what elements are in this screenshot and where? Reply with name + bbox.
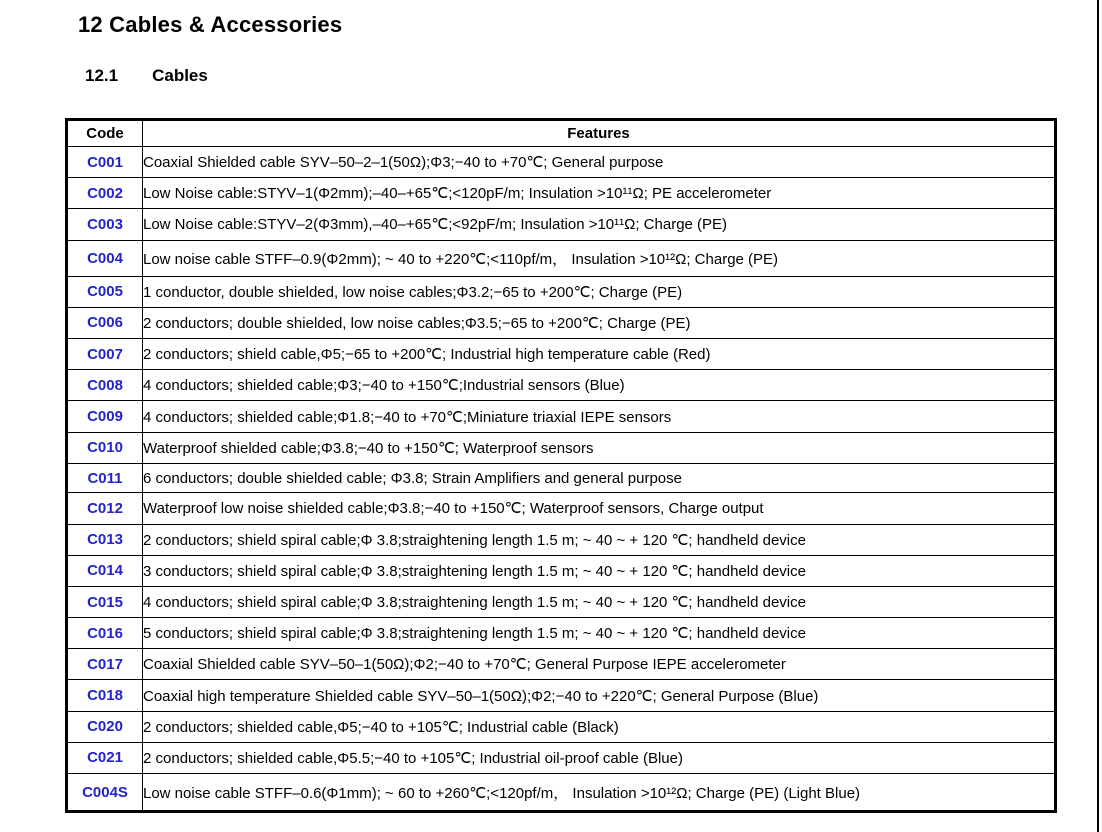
cable-features: Low noise cable STFF–0.6(Φ1mm); ~ 60 to +260℃;<120pf/m， Insulation >10¹²Ω; Charge (PE) (Light Blue) [143,774,1056,812]
table-row [67,555,1056,586]
cable-code: C020 [67,711,143,742]
table-row [67,711,1056,742]
table-row [67,307,1056,338]
cable-features: 2 conductors; shielded cable,Φ5;−40 to +105℃; Industrial cable (Black) [143,711,1056,742]
cable-code: C011 [67,463,143,493]
page-border-right [1097,0,1099,832]
cables-table [65,118,1057,813]
cable-code: C006 [67,307,143,338]
cable-features: Coaxial high temperature Shielded cable SYV–50–1(50Ω);Φ2;−40 to +220℃; General Purpose (Blue) [143,680,1056,711]
cable-code: C004S [67,774,143,812]
column-header-code: Code [67,120,143,147]
cable-features: Coaxial Shielded cable SYV–50–1(50Ω);Φ2;−40 to +70℃; General Purpose IEPE accelerometer [143,649,1056,680]
cable-features: 4 conductors; shield spiral cable;Φ 3.8;straightening length 1.5 m; ~ 40 ~ + 120 ℃; handheld device [143,586,1056,617]
cable-features: 2 conductors; shield cable,Φ5;−65 to +200℃; Industrial high temperature cable (Red) [143,339,1056,370]
cable-code: C007 [67,339,143,370]
table-row [67,178,1056,209]
table-row [67,742,1056,773]
table-row [67,147,1056,178]
section-number: 12.1 [85,66,119,85]
cable-code: C008 [67,370,143,401]
cable-code: C015 [67,586,143,617]
cable-code: C004 [67,240,143,276]
cable-code: C002 [67,178,143,209]
cable-code: C012 [67,493,143,524]
table-row [67,339,1056,370]
cable-features: Low Noise cable:STYV–2(Φ3mm),–40–+65℃;<92pF/m; Insulation >10¹¹Ω; Charge (PE) [143,209,1056,240]
table-row [67,649,1056,680]
cable-features: Low Noise cable:STYV–1(Φ2mm);–40–+65℃;<120pF/m; Insulation >10¹¹Ω; PE accelerometer [143,178,1056,209]
cable-features: 5 conductors; shield spiral cable;Φ 3.8;straightening length 1.5 m; ~ 40 ~ + 120 ℃; handheld device [143,618,1056,649]
cable-code: C013 [67,524,143,555]
cable-code: C018 [67,680,143,711]
cable-code: C009 [67,401,143,432]
table-row [67,432,1056,463]
section-title: Cables [152,66,208,85]
table-row [67,524,1056,555]
cable-features: Low noise cable STFF–0.9(Φ2mm); ~ 40 to +220℃;<110pf/m， Insulation >10¹²Ω; Charge (PE) [143,240,1056,276]
table-row [67,370,1056,401]
cables-table-body [67,147,1056,812]
cable-features: 6 conductors; double shielded cable; Φ3.8; Strain Amplifiers and general purpose [143,463,1056,493]
cable-features: 2 conductors; double shielded, low noise cables;Φ3.5;−65 to +200℃; Charge (PE) [143,307,1056,338]
table-row [67,209,1056,240]
table-row [67,618,1056,649]
cable-features: 1 conductor, double shielded, low noise cables;Φ3.2;−65 to +200℃; Charge (PE) [143,276,1056,307]
cable-code: C003 [67,209,143,240]
section-heading [85,66,208,86]
cable-features: 4 conductors; shielded cable;Φ3;−40 to +150℃;Industrial sensors (Blue) [143,370,1056,401]
cable-code: C001 [67,147,143,178]
table-row [67,276,1056,307]
cable-features: 4 conductors; shielded cable;Φ1.8;−40 to +70℃;Miniature triaxial IEPE sensors [143,401,1056,432]
table-row [67,401,1056,432]
cable-code: C014 [67,555,143,586]
cable-features: Waterproof low noise shielded cable;Φ3.8;−40 to +150℃; Waterproof sensors, Charge output [143,493,1056,524]
table-row [67,240,1056,276]
cable-code: C010 [67,432,143,463]
cables-table-head [67,120,1056,147]
table-row [67,493,1056,524]
cable-features: 2 conductors; shielded cable,Φ5.5;−40 to +105℃; Industrial oil-proof cable (Blue) [143,742,1056,773]
cable-code: C021 [67,742,143,773]
header-row [67,120,1056,147]
cable-features: Waterproof shielded cable;Φ3.8;−40 to +150℃; Waterproof sensors [143,432,1056,463]
cable-features: 3 conductors; shield spiral cable;Φ 3.8;straightening length 1.5 m; ~ 40 ~ + 120 ℃; handheld device [143,555,1056,586]
column-header-features: Features [143,120,1056,147]
cable-code: C016 [67,618,143,649]
page-title: 12 Cables & Accessories [78,12,343,37]
table-row [67,586,1056,617]
cable-code: C017 [67,649,143,680]
cable-features: Coaxial Shielded cable SYV–50–2–1(50Ω);Φ3;−40 to +70℃; General purpose [143,147,1056,178]
cable-features: 2 conductors; shield spiral cable;Φ 3.8;straightening length 1.5 m; ~ 40 ~ + 120 ℃; handheld device [143,524,1056,555]
table-row [67,463,1056,493]
cable-code: C005 [67,276,143,307]
table-row [67,774,1056,812]
table-row [67,680,1056,711]
cables-table-container [65,118,1057,813]
